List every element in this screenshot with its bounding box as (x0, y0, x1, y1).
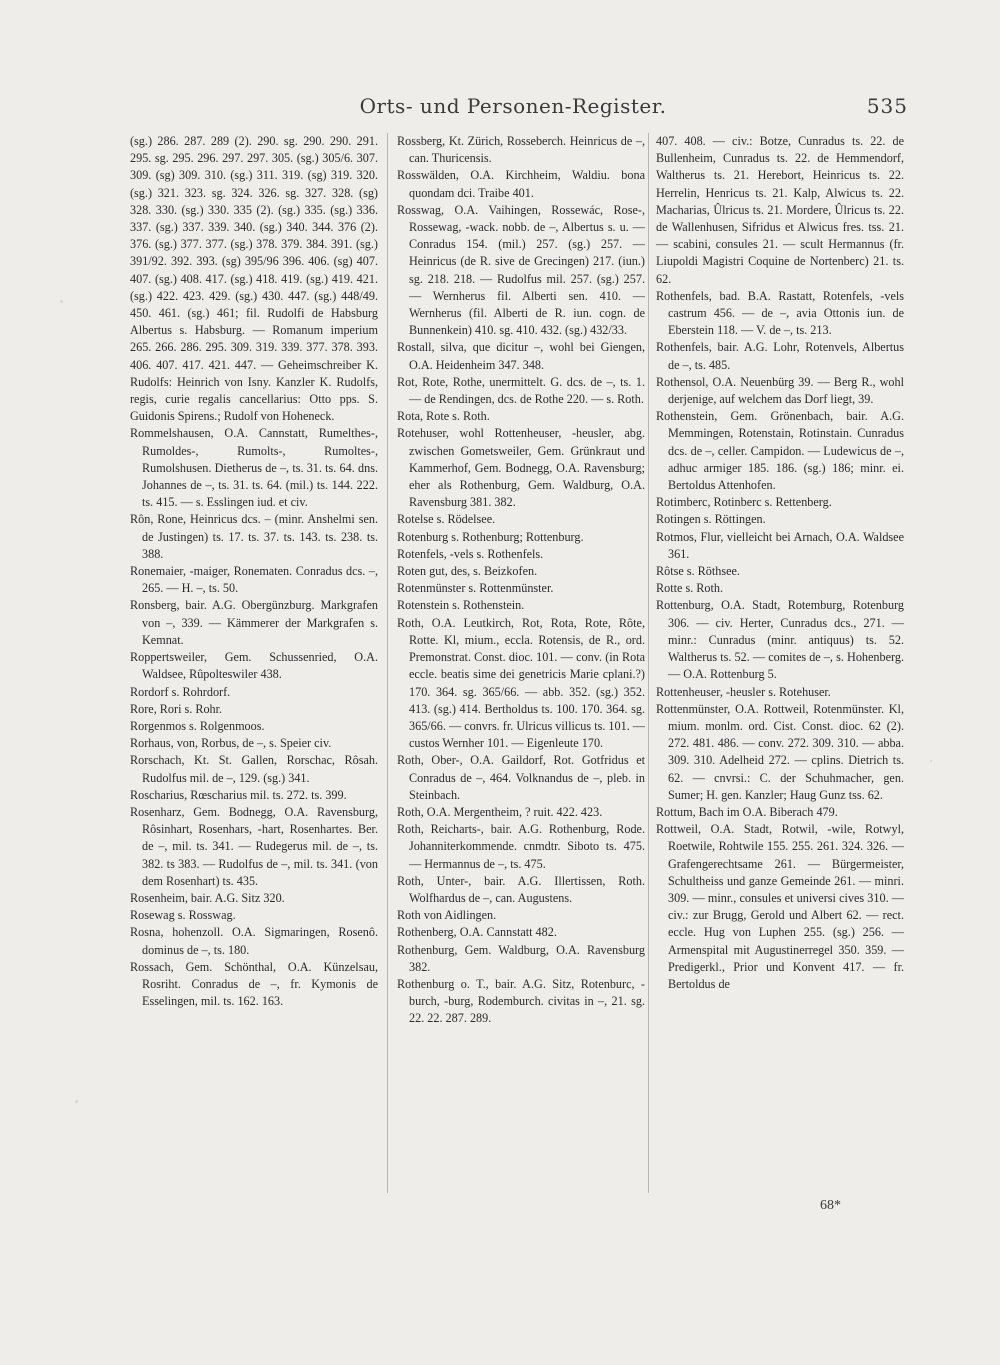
register-entry: Rôn, Rone, Heinricus dcs. – (minr. Anshelmi sen. de Justingen) ts. 17. ts. 37. ts. 143. ts. 238. ts. 388. (130, 512, 378, 561)
register-entry: Roten gut, des, s. Beizkofen. (397, 564, 538, 579)
register-entry: Rossach, Gem. Schönthal, O.A. Künzelsau, Rosriht. Conradus de –, fr. Kymonis de Esselingen, mil. ts. 162. 163. (130, 959, 378, 1009)
register-entry: Rossberg, Kt. Zürich, Rosseberch. Heinricus de –, can. Thuricensis. (397, 134, 645, 166)
register-entry: Rotingen s. Röttingen. (656, 512, 766, 527)
register-entry: Rotte s. Roth. (656, 581, 724, 596)
page-number: 535 (866, 94, 908, 118)
register-entry: Rothenburg, Gem. Waldburg, O.A. Ravensburg 382. (397, 942, 645, 974)
column-divider (387, 133, 388, 1193)
page-title: Orts- und Personen-Register. (359, 94, 667, 118)
register-entry: Rosenharz, Gem. Bodnegg, O.A. Ravensburg, Rôsinhart, Rosenhars, -hart, Rosenhartes. Ber. de –, mil. ts. 341. — Rudegerus mil. de –, ts. 382. ts 383. — Rudolfus de –, mil. ts. 341. (von dem Rosenhart) ts. 435. (130, 804, 378, 888)
register-entry: Rotenburg s. Rothenburg; Rottenburg. (397, 529, 584, 544)
register-entry: Roth, Ober-, O.A. Gaildorf, Rot. Gotfridus et Conradus de –, 464. Volknandus de –, pleb. in Steinbach. (397, 753, 645, 802)
register-entry: Rosna, hohenzoll. O.A. Sigmaringen, Rosenô. dominus de –, ts. 180. (130, 925, 378, 957)
register-entry: Rotimberc, Rotinberc s. Rettenberg. (656, 495, 832, 510)
register-entry: Rottweil, O.A. Stadt, Rotwil, -wile, Rotwyl, Roetwile, Rohtwile 155. 255. 261. 324. 326. — Grafengerechtsame 261. — Bürgermeister, Schultheiss und ganze Gemeinde 261. — minri. 309. — minr., consules et universi cives 310. — civ.: zur Brugg, Gerold und Albert 62. — rect. eccle. Hug von Luphen 255. (sg.) 256. — Armenspital mit Augustinerregel 350. 359. — Predigerkl., Prior und Konvent 417. — fr. Bertoldus de (656, 822, 904, 991)
register-entry: Rotenstein s. Rothenstein. (397, 598, 525, 613)
register-entry: Roth, Reicharts-, bair. A.G. Rothenburg, Rode. Johanniterkommende. cnmdtr. Siboto ts. 475. — Hermannus de –, ts. 475. (397, 822, 645, 871)
register-column-3 (656, 133, 904, 993)
register-entry: Rosswälden, O.A. Kirchheim, Waldiu. bona quondam dci. Traibe 401. (397, 168, 645, 200)
register-entry: Rothenberg, O.A. Cannstatt 482. (397, 925, 557, 940)
register-entry: Rostall, silva, que dicitur –, wohl bei Giengen, O.A. Heidenheim 347. 348. (397, 340, 645, 372)
register-entry: Rotelse s. Rödelsee. (397, 512, 496, 527)
register-entry: Roscharius, Rœscharius mil. ts. 272. ts. 399. (130, 787, 347, 802)
register-entry: Rothenstein, Gem. Grönenbach, bair. A.G. Memmingen, Rotenstain, Rotinstain. Cunradus dcs. de –, celler. Campidon. — Ludewicus de –, adhuc armiger 185. 186. (sg.) 186; minr. ei. Bertoldus Attenhofen. (656, 409, 904, 493)
register-entry: Rottenburg, O.A. Stadt, Rotemburg, Rotenburg 306. — civ. Herter, Cunradus dcs., 271. — minr.: Cunradus (minr. antiquus) ts. 52. Waltherus ts. 52. — comites de –, s. Hohenberg. — O.A. Rottenburg 5. (656, 598, 904, 682)
register-entry: Roth, Unter-, bair. A.G. Illertissen, Roth. Wolfhardus de –, can. Augustens. (397, 873, 645, 905)
column-divider (648, 133, 649, 1193)
register-entry: Rotmos, Flur, vielleicht bei Arnach, O.A. Waldsee 361. (656, 529, 904, 561)
register-entry: Rore, Rori s. Rohr. (130, 701, 223, 716)
register-entry: Rothenfels, bair. A.G. Lohr, Rotenvels, Albertus de –, ts. 485. (656, 340, 904, 372)
register-column-2 (397, 133, 645, 1028)
register-entry: (sg.) 286. 287. 289 (2). 290. sg. 290. 290. 291. 295. sg. 295. 296. 297. 297. 305. (sg.) 305/6. 307. 309. (sg) 309. 310. (sg.) 311. 319. (sg) 319. 320. (sg.) 321. 323. sg. 324. 326. sg. 327. 328. (sg) 328. 330. (sg.) 330. 335 (2). (sg.) 335. (sg.) 336. 337. (sg.) 337. 339. 340. (sg.) 340. 344. 376 (2). 376. (sg.) 377. 377. (sg.) 378. 379. 384. 391. (sg.) 391/92. 392. 393. (sg) 395/96 396. 406. (sg) 407. 407. (sg.) 408. 417. (sg.) 418. 419. (sg.) 419. 421. (sg.) 422. 423. 429. (sg.) 430. 447. (sg.) 448/49. 450. 461. (sg.) 461; fil. Rudolfi de Habsburg Albertus s. Habsburg. — Romanum imperium 265. 266. 286. 295. 309. 319. 339. 377. 378. 393. 406. 407. 417. 421. 447. — Geheimschreiber K. Rudolfs: Heinrich von Isny. Kanzler K. Rudolfs, regis, curie regalis cancellarius: Otto pps. S. Guidonis Spirens.; Rudolf von Hoheneck. (130, 134, 378, 424)
register-entry: Rothenburg o. T., bair. A.G. Sitz, Rotenburc, -burch, -burg, Rodemburch. civitas in –, 21. sg. 22. 22. 287. 289. (397, 976, 645, 1026)
register-column-1 (130, 133, 378, 1010)
register-entry: Rosewag s. Rosswag. (130, 908, 236, 923)
register-entry: Rot, Rote, Rothe, unermittelt. G. dcs. de –, ts. 1. — de Rendingen, dcs. de Rothe 220. — s. Roth. (397, 374, 645, 407)
register-entry: Rothensol, O.A. Neuenbürg 39. — Berg R., wohl derjenige, auf welchem das Dorf liegt, 39. (656, 374, 904, 407)
register-entry: Rottenheuser, -heusler s. Rotehuser. (656, 684, 831, 699)
sheet-signature: 68* (820, 1198, 841, 1213)
register-entry: Rotenfels, -vels s. Rothenfels. (397, 546, 544, 561)
register-entry: Rotehuser, wohl Rottenheuser, -heusler, abg. zwischen Gometsweiler, Gem. Grünkraut und Kammerhof, Gem. Bodnegg, O.A. Ravensburg; eher als Rothenburg, Gem. Waldburg, O.A. Ravensburg 381. 382. (397, 426, 645, 510)
register-entry: Rottum, Bach im O.A. Biberach 479. (656, 804, 838, 819)
register-entry: Rota, Rote s. Roth. (397, 409, 490, 424)
register-entry: Rosswag, O.A. Vaihingen, Rossewác, Rose-, Rossewag, -wack. nobb. de –, Albertus s. u. — Conradus 154. (mil.) 257. (sg.) 257. — Heinricus (de R. sive de Grecingen) 217. (iun.) sg. 218. 218. — Rudolfus mil. 257. (sg.) 257. — Wernherus fil. Alberti sen. 410. — Wernherus (fil. Alberti de R. iun. cogn. de Bunnenkein) 410. sg. 410. 432. (sg.) 432/33. (397, 202, 645, 338)
register-entry: 407. 408. — civ.: Botze, Cunradus ts. 22. de Bullenheim, Cunradus ts. 22. de Hemmendorf, Waltherus ts. 21. Herebort, Heinricus ts. 22. Herrelin, Henricus ts. 21. Kalp, Alwicus ts. 22. Macharias, Ûlricus ts. 21. Mordere, Ûlricus ts. 22. de Wallenhusen, Sifridus et Alwicus fres. tss. 21. — scabini, consules 21. — scult Hermannus (fr. Liupoldi Magistri Coquine de Nortenberc) 21. ts. 62. (656, 134, 904, 286)
register-entry: Rorhaus, von, Rorbus, de –, s. Speier civ. (130, 736, 332, 751)
register-entry: Rommelshausen, O.A. Cannstatt, Rumelthes-, Rumoldes-, Rumolts-, Rumoltes-, Rumolshusen. Dietherus de –, ts. 31. ts. 64. dns. Johannes de –, ts. 31. ts. 64. (mil.) ts. 144. 222. ts. 415. — s. Esslingen iud. et civ. (130, 426, 378, 510)
register-entry: Ronsberg, bair. A.G. Obergünzburg. Markgrafen von –, 339. — Kämmerer der Markgrafen s. Kemnat. (130, 598, 378, 647)
register-entry: Rôtse s. Röthsee. (656, 564, 740, 579)
register-entry: Rorschach, Kt. St. Gallen, Rorschac, Rôsah. Rudolfus mil. de –, 129. (sg.) 341. (130, 753, 378, 785)
register-entry: Rosenheim, bair. A.G. Sitz 320. (130, 890, 285, 905)
register-entry: Rottenmünster, O.A. Rottweil, Rotenmünster. Kl, mium. monlm. ord. Cist. Const. dioc. 62 (2). 272. 481. 486. — conv. 272. 309. 310. — abba. 309. 310. Adelheid 272. — cplins. Dietrich ts. 62. — cnvrsi.: C. der Schuhmacher, gen. Sumer; H. gen. Kanzler; Haug Gunz tss. 62. (656, 701, 904, 802)
register-entry: Rorgenmos s. Rolgenmoos. (130, 718, 265, 733)
register-entry: Roppertsweiler, Gem. Schussenried, O.A. Waldsee, Rûpolteswiler 438. (130, 650, 378, 682)
register-entry: Rothenfels, bad. B.A. Rastatt, Rotenfels, -vels castrum 456. — de –, avia Ottonis iun. de Eberstein 118. — V. de –, ts. 213. (656, 288, 904, 338)
register-entry: Roth, O.A. Leutkirch, Rot, Rota, Rote, Rôte, Rotte. Kl, mium., eccla. Rotensis, de R., ord. Premonstrat. Const. dioc. 101. — conv. (in Rota eccle. beatis sime dei genetricis Marie cplani.?) 170. 364. sg. 365/66. — abb. 352. (sg.) 352. 413. (sg.) 414. Bertholdus ts. 100. 170. 364. sg. 365/66. — convrs. fr. Ulricus villicus ts. 101. — custos Wernher 101. — Eigenleute 170. (397, 615, 645, 751)
register-entry: Ronemaier, -maiger, Ronematen. Conradus dcs. –, 265. — H. –, ts. 50. (130, 564, 378, 596)
register-entry: Roth von Aidlingen. (397, 908, 497, 923)
page-header (118, 94, 908, 124)
register-entry: Rotenmünster s. Rottenmünster. (397, 581, 554, 596)
register-entry: Roth, O.A. Mergentheim, ? ruit. 422. 423. (397, 804, 603, 819)
register-entry: Rordorf s. Rohrdorf. (130, 684, 231, 699)
